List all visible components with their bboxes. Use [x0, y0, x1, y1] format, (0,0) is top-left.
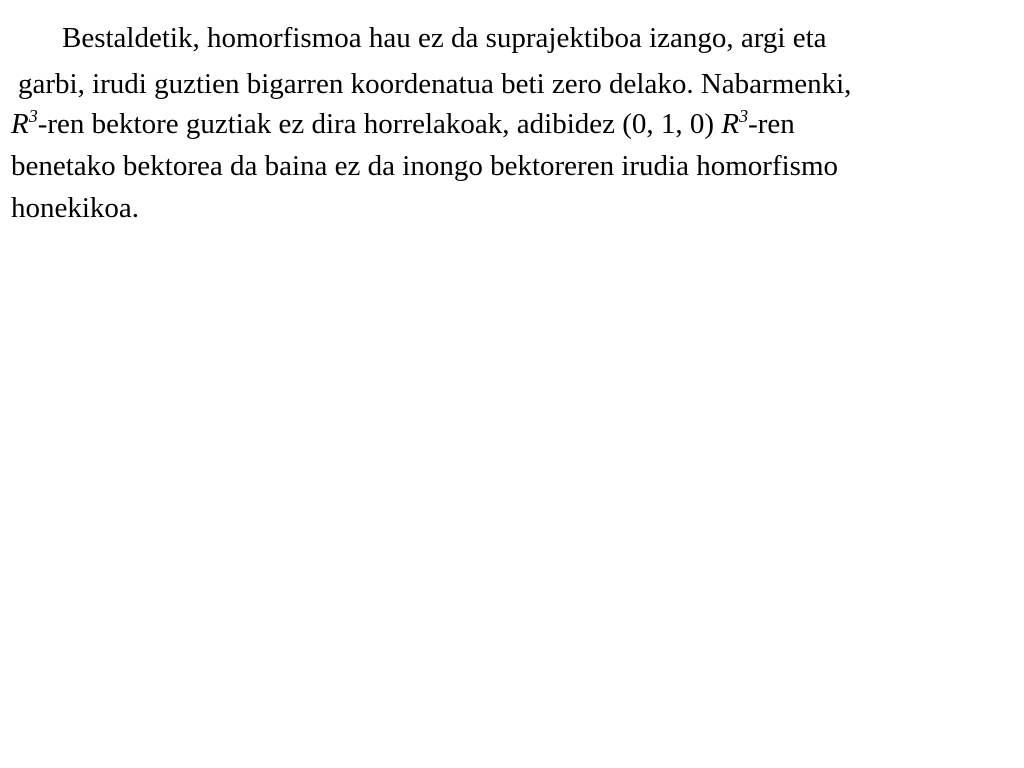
math-var-r: R — [11, 108, 29, 140]
paragraph-line-2: garbi, irudi guztien bigarren koordenatua beti zero delako. Nabarmenki, — [18, 68, 852, 100]
math-superscript: 3 — [739, 106, 749, 126]
paragraph-line-3-text: -ren bektore guztiak ez dira horrelakoak, adibidez (0, 1, 0) — [37, 108, 722, 140]
paragraph-line-3 — [11, 106, 795, 140]
paragraph-line-1: Bestaldetik, homorfismoa hau ez da suprajektiboa izango, argi eta — [62, 22, 827, 54]
paragraph-line-4: benetako bektorea da baina ez da inongo bektoreren irudia homorfismo — [11, 150, 838, 182]
math-superscript: 3 — [28, 106, 38, 126]
paragraph-line-5: honekikoa. — [11, 192, 140, 224]
paragraph-line-3-tail: -ren — [748, 108, 795, 140]
math-var-r: R — [721, 108, 740, 140]
